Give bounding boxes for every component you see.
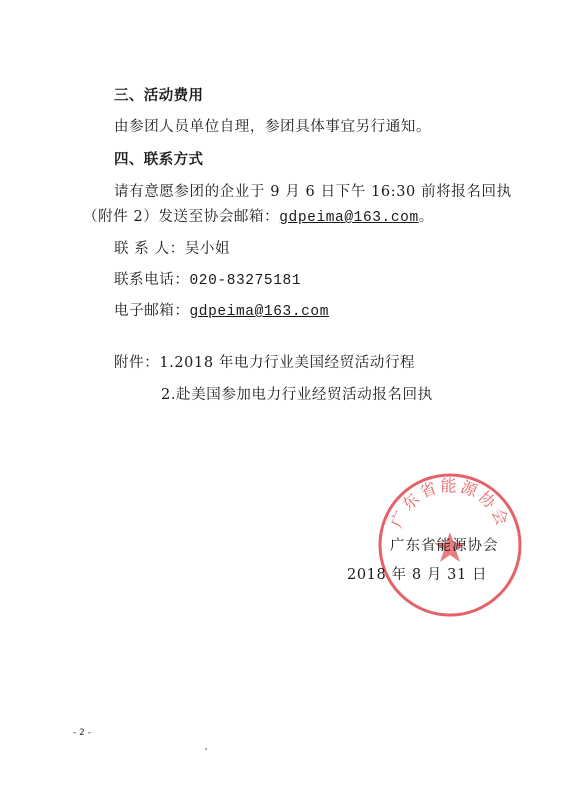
line-2-suffix: 。 xyxy=(418,209,434,225)
signature-org: 广东省能源协会 xyxy=(390,538,499,554)
section-4-line-1: 请有意愿参团的企业于 9 月 6 日下午 16:30 前将报名回执 xyxy=(114,184,512,200)
seal-text: 广东省能源协会 xyxy=(386,475,514,531)
line-2-prefix: （附件 2）发送至协会邮箱： xyxy=(83,209,280,225)
email-label: 电子邮箱： xyxy=(114,303,190,319)
attachment-item-1: 1.2018 年电力行业美国经贸活动行程 xyxy=(159,355,416,371)
section-3-title: 三、活动费用 xyxy=(114,88,204,104)
contact-person-value: 吴小姐 xyxy=(184,241,231,257)
page-number: - 2 - xyxy=(73,728,91,738)
email-value-link[interactable]: gdpeima@163.com xyxy=(189,304,330,320)
section-4-line-2 xyxy=(83,207,434,228)
phone-row xyxy=(114,270,301,291)
phone-label: 联系电话： xyxy=(114,272,190,288)
attachment-label: 附件： xyxy=(114,355,160,371)
scan-speck xyxy=(205,748,207,750)
phone-value: 020-83275181 xyxy=(189,273,302,289)
email-row xyxy=(114,301,329,322)
section-4-title: 四、联系方式 xyxy=(114,152,204,168)
attachment-row-1 xyxy=(114,353,415,373)
email-link[interactable]: gdpeima@163.com xyxy=(279,210,419,226)
contact-person-row xyxy=(114,239,230,259)
signature-date: 2018 年 8 月 31 日 xyxy=(347,567,488,583)
section-3-body: 由参团人员单位自理，参团具体事宜另行通知。 xyxy=(114,119,432,135)
contact-person-label: 联 系 人： xyxy=(114,241,185,257)
attachment-item-2: 2.赴美国参加电力行业经贸活动报名回执 xyxy=(161,387,433,403)
